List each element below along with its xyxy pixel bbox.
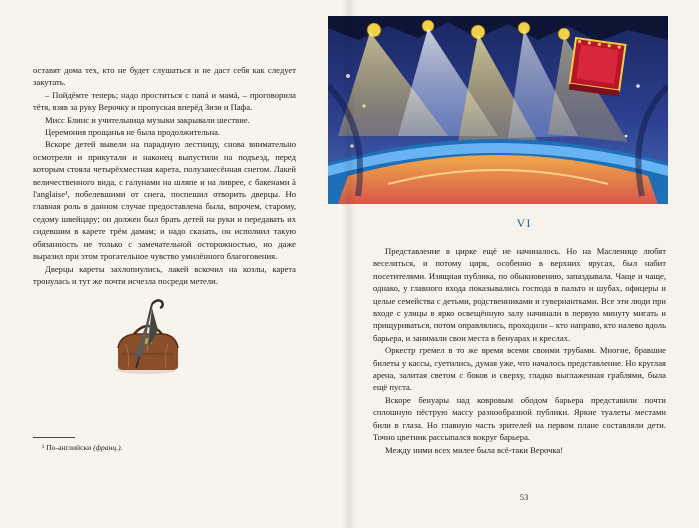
chapter-heading: VI (516, 216, 532, 230)
footnote-end: . (120, 443, 123, 452)
right-page-text (373, 245, 666, 456)
circus-spotlights-icon (328, 16, 668, 204)
paragraph: оставят дома тех, кто не будет слушаться и не даст себя как следует закутать. (33, 65, 296, 88)
umbrella-and-bag-icon (108, 296, 186, 378)
paragraph: Церемония прощанья не была продолжительна. (45, 127, 221, 138)
footnote-source: (франц.) (93, 443, 121, 452)
paragraph: Между ними всех милее была всё-таки Верочка! (385, 444, 564, 455)
page-number: 53 (519, 492, 529, 502)
paragraph: – Пойдёмте теперь; надо проститься с папá и мамá, – проговорила тётя, взяв за руку Верочку и пропуская вперёд Зизи и Пафа. (33, 89, 296, 113)
paragraph: Вскоре бенуары над ковровым ободом барьера представили почти сплошную пёструю массу разнообразной публики. Яркие туалеты местами били в глаза. Но главную часть зрителей на первом плане составляли дети. Точно цветник рассыпался вокруг барьера. (373, 394, 666, 443)
footnote (42, 443, 292, 453)
paragraph: Дверцы кареты захлопнулись, лакей вскочил на козлы, карета тронулась и тут же почти исчезла посреди метели. (33, 263, 296, 286)
left-page (0, 0, 349, 528)
paragraph: Оркестр гремел в то же время всеми своими трубами. Многие, бравшие билеты у кассы, суетились, думая уже, что началось представление. Но круглая арена, залитая светом с боков и сверху, гладко выглаженная граблями, была ещё пуста. (373, 345, 666, 393)
book-gutter (342, 0, 356, 528)
footnote-rule (33, 437, 75, 438)
paragraph: Вскоре детей вывели на парадную лестницу, снова внимательно осмотрели и прикутали и наконец выпустили на подъезд, перед которым стояла четырёхместная карета, полузанесённая снегом. Лакей величественного вида, с галунами на шляпе и на ливрее, с бакенами à l'anglaise¹, побелевшими от снега, поспешил отворить дверцы. Но главная роль в данном случае предоставлена была, впрочем, старому, седому швейцару; он должен был брать детей на руки и передавать их сидевшим в карете трём дамам; и надо сказать, он исполнил такую обязанность не только с замечательной осторожностью, но даже выразил при этом трогательное чувство умилённого благоговения. (33, 139, 296, 262)
footnote-text: По-английски (46, 443, 92, 452)
left-page-text (33, 64, 296, 287)
footnote-marker: ¹ (42, 443, 45, 452)
paragraph: Мисс Блинс и учительница музыки закрывали шествие. (45, 114, 250, 125)
paragraph: Представление в цирке ещё не начиналось. Но на Масленице любят веселиться, и потому цирк, особенно в верхних ярусах, был набит посетителями. Изящная публика, по обыкновению, запаздывала. Чаще и чаще, однако, у главного входа показывались господа в пальто и шубах, офицеры и целые семейства с детьми, родственниками и гувернантками. Все эти люди при входе с улицы в ярко освещённую залу начинали в первую минуту мигать и прищуриваться, потом оправлялись, проходили – кто направо, кто налево вдоль барьера, и занимали свои места в бенуарах и креслах. (373, 246, 666, 343)
